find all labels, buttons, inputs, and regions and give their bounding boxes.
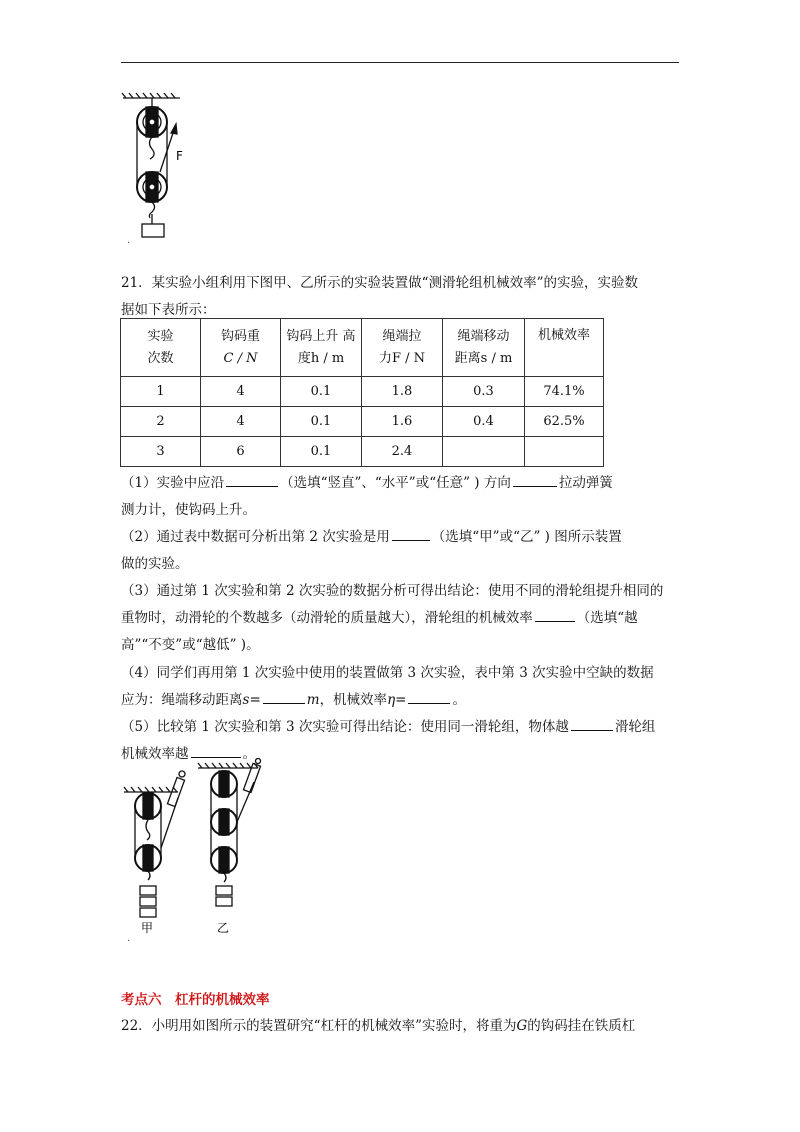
pulley-figure-top	[120, 92, 200, 242]
table-cell: 2	[121, 407, 201, 437]
table-cell: 0.1	[281, 437, 362, 467]
text: 重物时，动滑轮的个数越多（动滑轮的质量越大），滑轮组的机械效率	[121, 610, 533, 626]
text: （2）通过表中数据可分析出第 2 次实验是用	[121, 529, 390, 545]
text: 机械效率越	[121, 746, 189, 762]
header-rule	[121, 62, 679, 63]
text: 。	[242, 746, 256, 762]
table-cell: 0.1	[281, 377, 362, 407]
table-cell: 4	[201, 407, 281, 437]
text: 。	[452, 692, 466, 708]
text: 应为：绳端移动距离	[121, 692, 243, 708]
table-cell	[525, 437, 604, 467]
text: （选填“甲”或“乙”	[431, 529, 541, 545]
q21-part3: （3）通过第 1 次实验和第 2 次实验的数据分析可得出结论：使用不同的滑轮组提升相同的 重物时，动滑轮的个数越多（动滑轮的质量越大），滑轮组的机械效率 （选填“越 高”“不变”或“越低” )。	[121, 583, 664, 653]
table-cell: 74.1%	[525, 377, 604, 407]
q22-text	[121, 1013, 681, 1040]
answer-blank[interactable]	[226, 472, 278, 487]
text: （1）实验中应沿	[121, 475, 225, 491]
table-row	[121, 407, 604, 437]
answer-blank[interactable]	[263, 689, 305, 704]
table-header-cell: 钩码重 C / N	[201, 319, 281, 377]
answer-blank[interactable]	[408, 689, 450, 704]
table-cell: 1	[121, 377, 201, 407]
unit-m: m	[306, 692, 320, 708]
var-s: s	[242, 692, 250, 708]
table-cell: 3	[121, 437, 201, 467]
text: （3）通过第 1 次实验和第 2 次实验的数据分析可得出结论：使用不同的滑轮组提升相同的	[121, 583, 664, 599]
answer-blank[interactable]	[513, 472, 557, 487]
table-cell: 0.3	[443, 377, 525, 407]
text: 的钩码挂在铁质杠	[527, 1018, 636, 1034]
text: =	[395, 692, 407, 708]
force-label: F	[176, 149, 183, 163]
table-row	[121, 437, 604, 467]
data-table	[120, 318, 604, 467]
table-cell: 2.4	[362, 437, 443, 467]
table-header-cell: 绳端移动 距离s / m	[443, 319, 525, 377]
q21-intro-line2: 据如下表所示：	[121, 302, 216, 318]
text: （选填“竖直”、“水平”或“任意”	[280, 475, 471, 491]
text: 滑轮组	[614, 719, 656, 735]
q21-intro	[121, 270, 681, 324]
table-cell: 0.4	[443, 407, 525, 437]
text: 图所示装置	[554, 529, 622, 545]
table-header-row	[121, 319, 604, 377]
text: （选填“越	[576, 610, 638, 626]
table-cell: 1.6	[362, 407, 443, 437]
q21-intro-line1: 21．某实验小组利用下图甲、乙所示的实验装置做“测滑轮组机械效率”的实验，实验数	[121, 275, 638, 291]
q21-part2: （2）通过表中数据可分析出第 2 次实验是用 （选填“甲”或“乙” ) 图所示装置 做的实验。	[121, 524, 681, 578]
text: 。	[246, 637, 260, 653]
section-heading: 考点六 杠杆的机械效率	[121, 992, 270, 1008]
text: 测力计，使钩码上升。	[121, 502, 256, 518]
table-cell	[443, 437, 525, 467]
table-cell: 4	[201, 377, 281, 407]
table-cell: 1.8	[362, 377, 443, 407]
q21-part1: （1）实验中应沿 （选填“竖直”、“水平”或“任意” ) 方向 拉动弹簧 测力计，使钩码上升。	[121, 470, 681, 524]
text: ，机械效率	[319, 692, 388, 708]
var-eta: η	[387, 692, 396, 708]
answer-blank[interactable]	[535, 607, 575, 622]
answer-blank[interactable]	[392, 526, 430, 541]
text: 高”“不变”或“越低”	[121, 637, 237, 653]
table-header-cell: 钩码上升 高 度h / m	[281, 319, 362, 377]
table-cell: 0.1	[281, 407, 362, 437]
table-header-cell: 绳端拉 力F / N	[362, 319, 443, 377]
q21-part4	[121, 660, 681, 714]
table-header-cell: 机械效率	[525, 319, 604, 377]
text: 做的实验。	[121, 556, 189, 572]
label-yi: 乙	[217, 921, 230, 935]
text: （4）同学们再用第 1 次实验中使用的装置做第 3 次实验，表中第 3 次实验中空缺的数据	[121, 665, 654, 681]
text: 22．小明用如图所示的装置研究“杠杆的机械效率”实验时，将重为	[121, 1018, 517, 1034]
text: =	[249, 692, 261, 708]
text: 方向	[483, 475, 511, 491]
text: 拉动弹簧	[558, 475, 613, 491]
pulley-figure-jia-yi	[120, 758, 270, 938]
var-g: G	[516, 1018, 528, 1034]
text: （5）比较第 1 次实验和第 3 次实验可得出结论：使用同一滑轮组，物体越	[121, 719, 569, 735]
table-row	[121, 377, 604, 407]
table-header-cell: 实验 次数	[121, 319, 201, 377]
answer-blank[interactable]	[571, 716, 613, 731]
table-cell: 62.5%	[525, 407, 604, 437]
label-jia: 甲	[141, 921, 154, 935]
answer-blank[interactable]	[191, 743, 241, 758]
table-cell: 6	[201, 437, 281, 467]
